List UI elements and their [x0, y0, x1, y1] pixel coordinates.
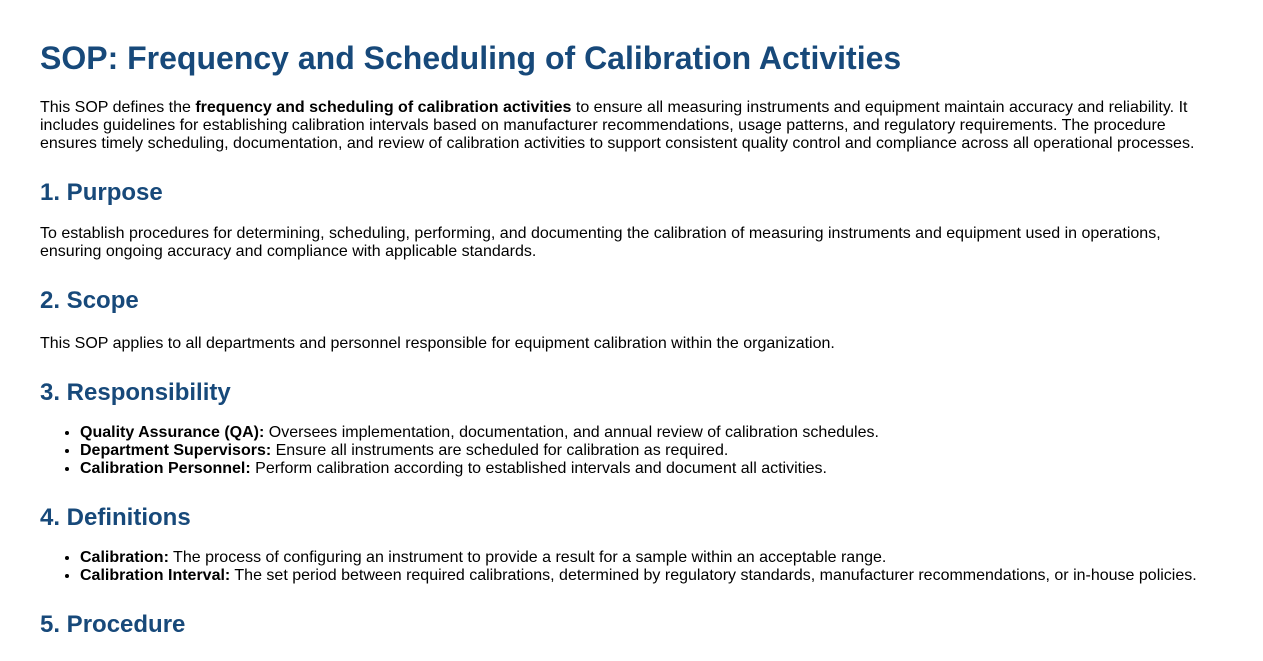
responsibility-list [40, 424, 1223, 478]
list-item [80, 424, 1223, 442]
section-heading-purpose: 1. Purpose [40, 179, 163, 206]
intro-text-after: to ensure all measuring instruments and equipment maintain accuracy and reliability. It includes guidelines for establishing calibration intervals based on manufacturer recommendations, usage patterns, and regulatory requirements. The procedure ensures timely scheduling, documentation, and review of calibration activities to support consistent quality control and compliance across all operational processes. [40, 99, 1195, 152]
section-heading-scope: 2. Scope [40, 287, 139, 314]
list-item [80, 460, 1223, 478]
section-heading-responsibility: 3. Responsibility [40, 379, 231, 406]
intro-text-before: This SOP defines the [40, 99, 196, 116]
list-item-term: Calibration Interval: [80, 567, 231, 584]
scope-text: This SOP applies to all departments and personnel responsible for equipment calibration within the organization. [40, 335, 835, 352]
list-item-desc: The process of configuring an instrument to provide a result for a sample within an acceptable range. [168, 549, 887, 566]
list-item-desc: Perform calibration according to established intervals and document all activities. [250, 460, 827, 477]
definitions-list [40, 549, 1223, 585]
list-item-desc: The set period between required calibrations, determined by regulatory standards, manufacturer recommendations, or in-house policies. [230, 567, 1197, 584]
list-item-desc: Oversees implementation, documentation, and annual review of calibration schedules. [264, 424, 879, 441]
section-heading-procedure: 5. Procedure [40, 611, 186, 638]
page-title: SOP: Frequency and Scheduling of Calibration Activities [40, 40, 902, 76]
list-item [80, 442, 1223, 460]
intro-text-bold: frequency and scheduling of calibration activities [195, 99, 572, 116]
purpose-text: To establish procedures for determining, scheduling, performing, and documenting the calibration of measuring instruments and equipment used in operations, ensuring ongoing accuracy and compliance with applicable standards. [40, 225, 1161, 260]
list-item-term: Department Supervisors: [80, 442, 272, 459]
list-item-term: Calibration Personnel: [80, 460, 251, 477]
list-item-term: Calibration: [80, 549, 169, 566]
list-item [80, 567, 1223, 585]
list-item-desc: Ensure all instruments are scheduled for calibration as required. [271, 442, 729, 459]
intro-paragraph [40, 99, 1223, 153]
section-heading-definitions: 4. Definitions [40, 504, 191, 531]
list-item [80, 549, 1223, 567]
list-item-term: Quality Assurance (QA): [80, 424, 265, 441]
